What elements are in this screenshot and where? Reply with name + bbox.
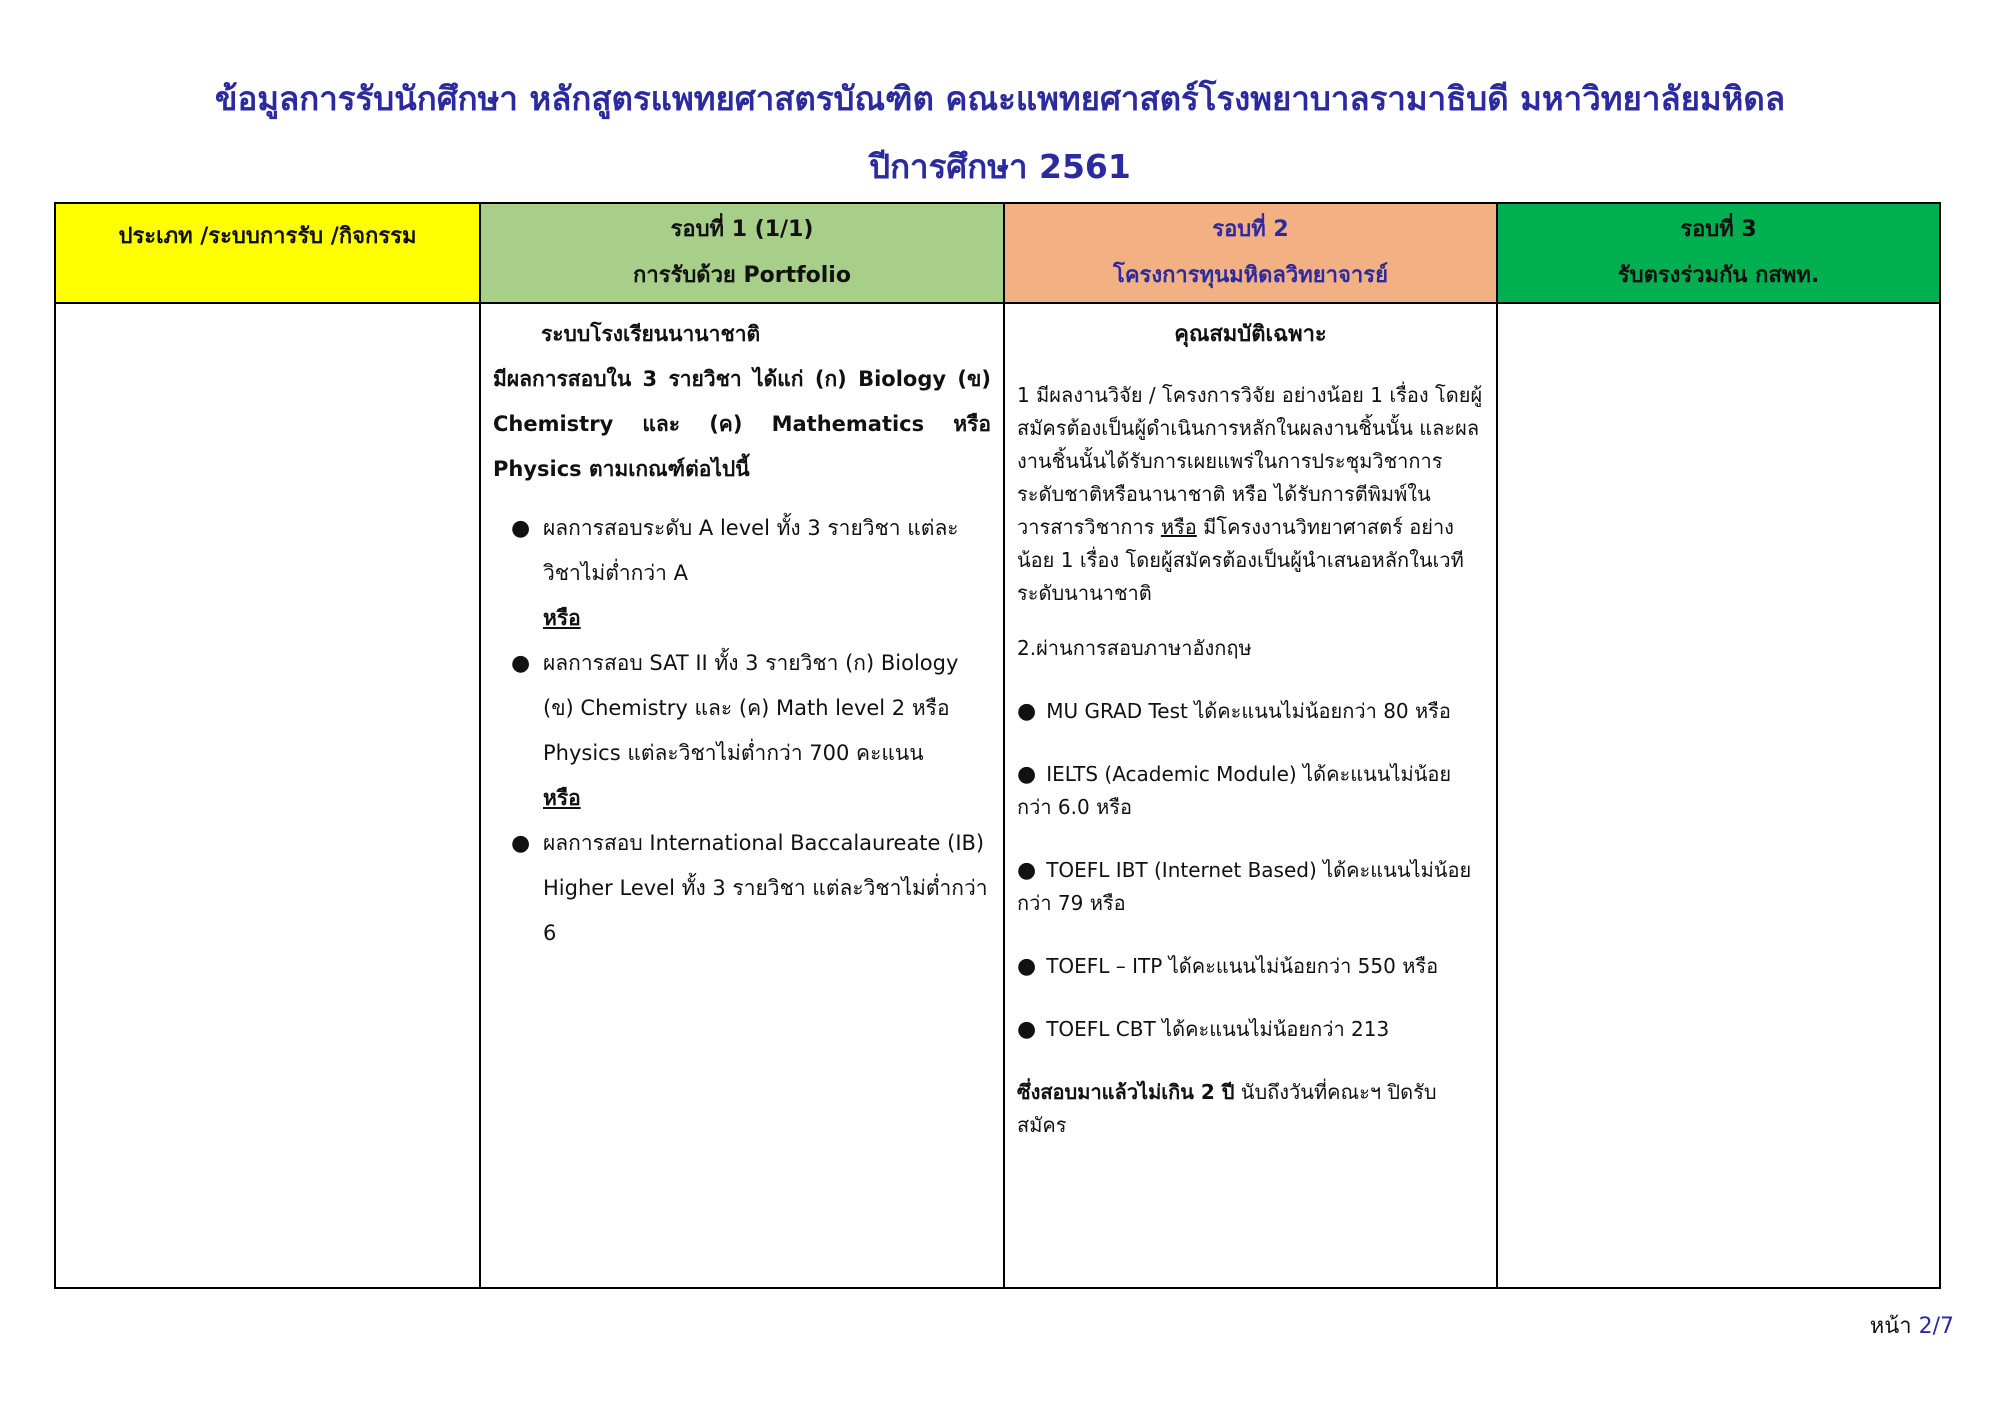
list-item: ● TOEFL IBT (Internet Based) ได้คะแนนไม่น้อยกว่า 79 หรือ: [1017, 858, 1472, 915]
criteria-sat-ii: ผลการสอบ SAT II ทั้ง 3 รายวิชา (ก) Biology (ข) Chemistry และ (ค) Math level 2 หรือ Physics แต่ละวิชาไม่ต่ำกว่า 700 คะแนน: [543, 651, 959, 765]
header-round-3-subtitle: รับตรงร่วมกัน กสพท.: [1617, 263, 1820, 288]
header-round-1: [481, 204, 1005, 304]
bullet-icon: ●: [511, 831, 531, 856]
category-cell: [56, 304, 481, 1287]
admission-table: [54, 202, 1941, 1289]
academic-year-title: ปีการศึกษา 2561: [869, 147, 1131, 186]
list-item: ● TOEFL – ITP ได้คะแนนไม่น้อยกว่า 550 หรือ: [1017, 954, 1439, 979]
list-item: ● IELTS (Academic Module) ได้คะแนนไม่น้อยกว่า 6.0 หรือ: [1017, 762, 1452, 819]
header-category: [56, 204, 481, 304]
round-1-intro: มีผลการสอบใน 3 รายวิชา ได้แก่ (ก) Biology (ข) Chemistry และ (ค) Mathematics หรือ Physics ตามเกณฑ์ต่อไปนี้: [493, 367, 991, 481]
list-item: ● MU GRAD Test ได้คะแนนไม่น้อยกว่า 80 หรือ: [1017, 699, 1451, 724]
list-item: [493, 641, 991, 776]
test-validity-note: ซึ่งสอบมาแล้วไม่เกิน 2 ปี นับถึงวันที่คณะฯ ปิดรับสมัคร: [1017, 1080, 1437, 1137]
bullet-icon: ●: [1017, 762, 1037, 787]
qualifications-heading: คุณสมบัติเฉพาะ: [1174, 322, 1327, 347]
header-round-3: [1498, 204, 1939, 304]
bullet-icon: ●: [1017, 699, 1037, 724]
round-1-content: [481, 304, 1005, 1287]
header-round-2-subtitle: โครงการทุนมหิดลวิทยาจารย์: [1113, 263, 1388, 288]
list-item: [493, 506, 991, 596]
document-title: ข้อมูลการรับนักศึกษา หลักสูตรแพทยศาสตรบัณฑิต คณะแพทยศาสตร์โรงพยาบาลรามาธิบดี มหาวิทยาลัยมหิดล: [214, 79, 1786, 118]
round-2-content: [1005, 304, 1498, 1287]
criteria-ib: ผลการสอบ International Baccalaureate (IB) Higher Level ทั้ง 3 รายวิชา แต่ละวิชาไม่ต่ำกว่า 6: [543, 831, 988, 945]
list-item: ● TOEFL CBT ได้คะแนนไม่น้อยกว่า 213: [1017, 1017, 1390, 1042]
page-number: หน้า 2/7: [1869, 1314, 1954, 1339]
criteria-a-level: ผลการสอบระดับ A level ทั้ง 3 รายวิชา แต่ละวิชาไม่ต่ำกว่า A: [543, 516, 959, 585]
round-3-content: [1498, 304, 1939, 1287]
header-round-3-title: รอบที่ 3: [1680, 217, 1757, 242]
school-system: ระบบโรงเรียนนานาชาติ: [541, 322, 761, 346]
bullet-icon: ●: [1017, 1017, 1037, 1042]
header-round-1-title: รอบที่ 1 (1/1): [670, 217, 814, 242]
round-1-criteria-list: [493, 506, 991, 956]
or-label: หรือ: [1160, 515, 1197, 539]
header-round-1-subtitle: การรับด้วย Portfolio: [633, 263, 851, 288]
header-round-2-title: รอบที่ 2: [1212, 217, 1289, 242]
qualification-research: 1 มีผลงานวิจัย / โครงการวิจัย อย่างน้อย 1 เรื่อง โดยผู้สมัครต้องเป็นผู้ดำเนินการหลักในผลงานชิ้นนั้น และผลงานชิ้นนั้นได้รับการเผยแพร่ในการประชุมวิชาการระดับชาติหรือนานาชาติ หรือ ได้รับการตีพิมพ์ในวารสารวิชาการ หรือ มีโครงงานวิทยาศาสตร์ อย่างน้อย 1 เรื่อง โดยผู้สมัครต้องเป็นผู้นำเสนอหลักในเวทีระดับนานาชาติ: [1017, 383, 1483, 605]
list-item: [493, 776, 991, 821]
qualification-english: 2.ผ่านการสอบภาษาอังกฤษ: [1017, 636, 1252, 660]
header-round-2: [1005, 204, 1498, 304]
list-item: [493, 596, 991, 641]
bullet-icon: ●: [1017, 858, 1037, 883]
or-label: หรือ: [543, 606, 581, 630]
bullet-icon: ●: [511, 516, 531, 541]
or-label: หรือ: [543, 786, 581, 810]
list-item: [493, 821, 991, 956]
header-category-label: ประเภท /ระบบการรับ /กิจกรรม: [118, 224, 417, 249]
bullet-icon: ●: [511, 651, 531, 676]
bullet-icon: ●: [1017, 954, 1037, 979]
